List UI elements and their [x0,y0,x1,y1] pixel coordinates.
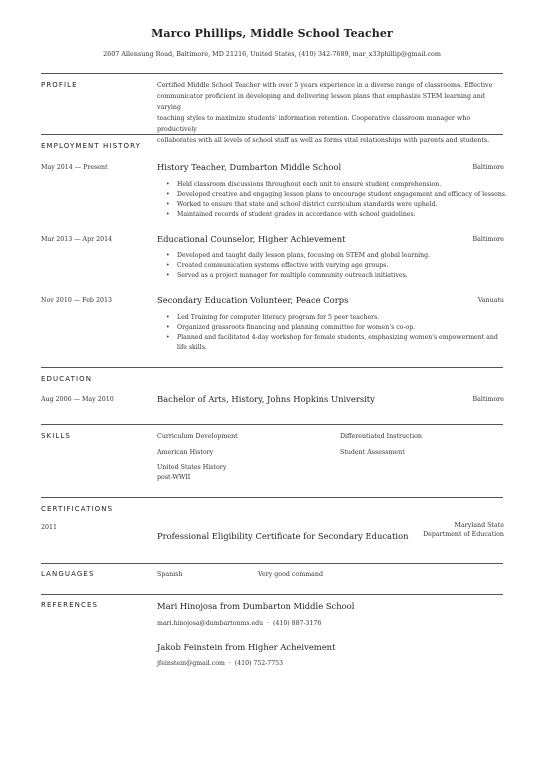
job-title: Educational Counselor, Higher Achievement [157,234,346,244]
section-divider [41,134,503,135]
section-divider [41,563,503,564]
certification-issuer-line: Department of Education [423,531,504,538]
job-title: Secondary Education Volunteer, Peace Corps [157,295,349,305]
education-location: Baltimore [472,396,504,403]
education-degree: Bachelor of Arts, History, Johns Hopkins University [157,394,375,404]
reference-name: Mari Hinojosa from Dumbarton Middle School [157,601,355,611]
section-title-profile: PROFILE [41,81,78,89]
list-item: • Served as a project manager for multiple community outreach initiatives. [157,271,507,281]
list-item: • Maintained records of student grades in accordance with school guidelines. [157,210,507,220]
list-item: • Developed creative and engaging lesson plans to encourage student engagement and efficacy of lessons. [157,190,507,200]
job-bullets [157,313,507,353]
candidate-name: Marco Phillips, Middle School Teacher [151,27,393,40]
section-title-education: EDUCATION [41,375,93,383]
list-item: • Created communication systems effective with varying age groups. [157,261,507,271]
skill-item: American History [157,449,214,456]
profile-summary [157,80,507,146]
section-divider [41,497,503,498]
section-title-languages: LANGUAGES [41,570,95,578]
job-bullets [157,251,507,281]
reference-email[interactable]: jfeinstein@gmail.com [157,660,225,667]
list-item: • Held classroom discussions throughout each unit to ensure student comprehension. [157,180,507,190]
section-divider [41,367,503,368]
job-location: Vanuatu [477,297,504,304]
reference-email[interactable]: mari.hinojosa@dumbartonms.edu [157,620,264,627]
list-item: • Worked to ensure that state and school district curriculum standards were upheld. [157,200,507,210]
list-item: • Organized grassroots financing and planning committee for women's co-op. [157,323,507,333]
profile-line: communicator proficient in developing and delivering lesson plans that emphasize STEM learning and varying [157,93,485,111]
section-divider [41,594,503,595]
certification-name: Professional Eligibility Certificate for Secondary Education [157,531,409,541]
reference-phone[interactable]: (410) 752-7753 [234,660,284,667]
reference-phone[interactable]: (410) 887-3176 [273,620,322,627]
separator-dot: · [228,660,231,667]
profile-line: teaching styles to maximize students' information retention. Cooperative classroom manager who productively [157,115,471,133]
reference-contact [157,620,321,627]
education-dates: Aug 2006 — May 2010 [41,396,114,403]
certification-issuer [423,522,504,538]
reference-name: Jakob Feinstein from Higher Acheivement [157,642,336,652]
reference-contact [157,660,283,667]
profile-line: collaborates with all levels of school staff as well as forms vital relationships with parents and students. [157,137,490,144]
list-item: • Planned and facilitated 4-day workshop for female students, emphasizing women's empowerment and life skills. [157,333,507,353]
skill-item: United States History post-WWII [157,464,227,481]
section-title-skills: SKILLS [41,432,71,440]
section-title-certifications: CERTIFICATIONS [41,505,114,513]
list-item: • Led Training for computer literacy program for 5 peer teachers. [157,313,507,323]
skill-item: Curriculum Development [157,433,238,440]
section-title-references: REFERENCES [41,601,99,609]
certification-issuer-line: Maryland State [454,522,504,529]
job-location: Baltimore [472,164,504,171]
separator-dot: · [267,620,270,627]
language-name: Spanish [157,571,183,578]
section-divider [41,73,503,74]
job-dates: May 2014 — Present [41,164,108,171]
language-level: Very good command [258,571,324,578]
section-title-employment: EMPLOYMENT HISTORY [41,142,141,150]
job-dates: Mar 2013 — Apr 2014 [41,236,113,243]
skill-item: Student Assessment [340,449,405,456]
list-item: • Developed and taught daily lesson plans, focusing on STEM and global learning. [157,251,507,261]
skill-item: Differentiated Instruction [340,433,422,440]
profile-line: Certified Middle School Teacher with over 5 years experience in a diverse range of classrooms. Effective [157,82,493,89]
job-dates: Nov 2010 — Feb 2013 [41,297,112,304]
certification-year: 2011 [41,524,58,531]
contact-line: 2607 Allensung Road, Baltimore, MD 21216, United States, (410) 342-7689, mar_x33phillip@gmail.com [103,50,441,58]
job-bullets [157,180,507,220]
job-title: History Teacher, Dumbarton Middle School [157,162,342,172]
job-location: Baltimore [472,236,504,243]
section-divider [41,424,503,425]
